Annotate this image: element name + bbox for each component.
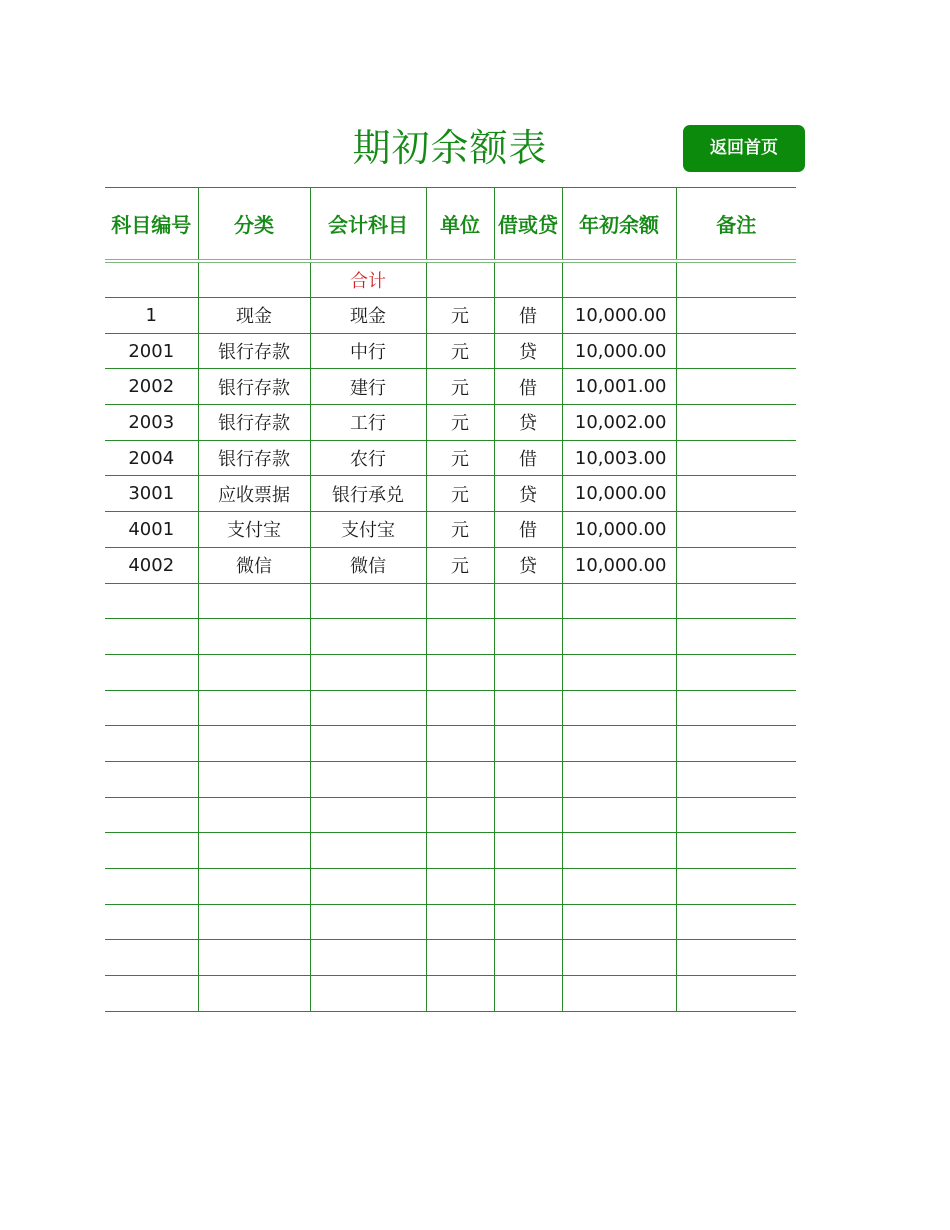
- empty-cell[interactable]: [494, 761, 562, 797]
- empty-cell[interactable]: [676, 869, 796, 905]
- balance-cell[interactable]: 10,000.00: [562, 333, 676, 369]
- empty-cell[interactable]: [562, 869, 676, 905]
- page-title: 期初余额表: [352, 126, 548, 170]
- total-label[interactable]: 合计: [310, 261, 426, 298]
- empty-cell[interactable]: [310, 869, 426, 905]
- category-cell[interactable]: 微信: [198, 547, 310, 583]
- table-row: [105, 547, 796, 583]
- empty-cell[interactable]: [676, 833, 796, 869]
- account-cell[interactable]: 农行: [310, 440, 426, 476]
- account-cell[interactable]: 银行承兑: [310, 476, 426, 512]
- empty-cell[interactable]: [494, 833, 562, 869]
- empty-cell[interactable]: [562, 761, 676, 797]
- empty-cell[interactable]: [310, 726, 426, 762]
- empty-table-row: [105, 690, 796, 726]
- category-cell[interactable]: 现金: [198, 298, 310, 334]
- account-code-cell[interactable]: 4001: [105, 512, 198, 548]
- total-row: [105, 261, 796, 298]
- category-cell[interactable]: 银行存款: [198, 440, 310, 476]
- empty-cell[interactable]: [676, 690, 796, 726]
- unit-cell[interactable]: 元: [426, 547, 494, 583]
- empty-cell[interactable]: [105, 583, 198, 619]
- category-cell[interactable]: 支付宝: [198, 512, 310, 548]
- empty-cell[interactable]: [676, 797, 796, 833]
- total-balance-cell[interactable]: [562, 261, 676, 298]
- unit-cell[interactable]: 元: [426, 405, 494, 441]
- table-cell[interactable]: [494, 261, 562, 298]
- empty-cell[interactable]: [198, 869, 310, 905]
- balance-cell[interactable]: 10,000.00: [562, 512, 676, 548]
- empty-cell[interactable]: [494, 869, 562, 905]
- column-header-debit-credit: 借或贷: [494, 188, 562, 262]
- balance-cell[interactable]: 10,001.00: [562, 369, 676, 405]
- empty-cell[interactable]: [310, 761, 426, 797]
- empty-cell[interactable]: [105, 654, 198, 690]
- empty-cell[interactable]: [198, 833, 310, 869]
- empty-cell[interactable]: [562, 654, 676, 690]
- empty-table-row: [105, 583, 796, 619]
- column-header-unit: 单位: [426, 188, 494, 262]
- return-home-button[interactable]: 返回首页: [683, 125, 805, 172]
- account-code-cell[interactable]: 2001: [105, 333, 198, 369]
- empty-cell[interactable]: [426, 583, 494, 619]
- note-cell[interactable]: [676, 476, 796, 512]
- debit-credit-cell[interactable]: 借: [494, 298, 562, 334]
- empty-cell[interactable]: [198, 940, 310, 976]
- empty-cell[interactable]: [426, 976, 494, 1012]
- empty-cell[interactable]: [676, 726, 796, 762]
- empty-cell[interactable]: [562, 904, 676, 940]
- empty-table-row: [105, 726, 796, 762]
- empty-cell[interactable]: [494, 583, 562, 619]
- empty-cell[interactable]: [562, 833, 676, 869]
- empty-table-row: [105, 869, 796, 905]
- empty-cell[interactable]: [198, 726, 310, 762]
- empty-cell[interactable]: [494, 726, 562, 762]
- column-header-category: 分类: [198, 188, 310, 262]
- account-cell[interactable]: 支付宝: [310, 512, 426, 548]
- empty-cell[interactable]: [676, 904, 796, 940]
- empty-cell[interactable]: [310, 833, 426, 869]
- empty-table-row: [105, 797, 796, 833]
- empty-table-row: [105, 761, 796, 797]
- column-header-opening-balance: 年初余额: [562, 188, 676, 262]
- empty-cell[interactable]: [105, 619, 198, 655]
- empty-cell[interactable]: [676, 583, 796, 619]
- empty-table-row: [105, 619, 796, 655]
- empty-cell[interactable]: [105, 904, 198, 940]
- empty-cell[interactable]: [105, 797, 198, 833]
- column-header-note: 备注: [676, 188, 796, 262]
- table-row: [105, 512, 796, 548]
- table-row: [105, 369, 796, 405]
- empty-cell[interactable]: [494, 976, 562, 1012]
- table-cell[interactable]: [676, 261, 796, 298]
- empty-cell[interactable]: [310, 654, 426, 690]
- empty-table-row: [105, 940, 796, 976]
- unit-cell[interactable]: 元: [426, 440, 494, 476]
- empty-cell[interactable]: [310, 797, 426, 833]
- column-header-account-code: 科目编号: [105, 188, 198, 262]
- opening-balance-table: [105, 187, 796, 1012]
- empty-cell[interactable]: [562, 619, 676, 655]
- empty-cell[interactable]: [426, 690, 494, 726]
- empty-cell[interactable]: [198, 797, 310, 833]
- note-cell[interactable]: [676, 547, 796, 583]
- empty-table-row: [105, 904, 796, 940]
- empty-cell[interactable]: [676, 761, 796, 797]
- balance-cell[interactable]: 10,003.00: [562, 440, 676, 476]
- note-cell[interactable]: [676, 369, 796, 405]
- table-row: [105, 440, 796, 476]
- empty-cell[interactable]: [426, 869, 494, 905]
- empty-cell[interactable]: [562, 690, 676, 726]
- category-cell[interactable]: 应收票据: [198, 476, 310, 512]
- unit-cell[interactable]: 元: [426, 298, 494, 334]
- note-cell[interactable]: [676, 440, 796, 476]
- empty-table-row: [105, 654, 796, 690]
- account-code-cell[interactable]: 3001: [105, 476, 198, 512]
- empty-cell[interactable]: [676, 976, 796, 1012]
- empty-cell[interactable]: [676, 619, 796, 655]
- empty-cell[interactable]: [426, 904, 494, 940]
- debit-credit-cell[interactable]: 借: [494, 440, 562, 476]
- empty-cell[interactable]: [198, 690, 310, 726]
- empty-cell[interactable]: [426, 619, 494, 655]
- empty-cell[interactable]: [562, 726, 676, 762]
- table-row: [105, 405, 796, 441]
- empty-cell[interactable]: [426, 761, 494, 797]
- empty-cell[interactable]: [105, 761, 198, 797]
- empty-cell[interactable]: [105, 833, 198, 869]
- debit-credit-cell[interactable]: 贷: [494, 333, 562, 369]
- empty-cell[interactable]: [105, 869, 198, 905]
- empty-cell[interactable]: [198, 904, 310, 940]
- empty-cell[interactable]: [198, 583, 310, 619]
- unit-cell[interactable]: 元: [426, 512, 494, 548]
- empty-cell[interactable]: [426, 726, 494, 762]
- account-code-cell[interactable]: 2002: [105, 369, 198, 405]
- empty-cell[interactable]: [105, 976, 198, 1012]
- account-code-cell[interactable]: 1: [105, 298, 198, 334]
- category-cell[interactable]: 银行存款: [198, 369, 310, 405]
- account-cell[interactable]: 微信: [310, 547, 426, 583]
- empty-cell[interactable]: [494, 619, 562, 655]
- empty-cell[interactable]: [310, 940, 426, 976]
- empty-cell[interactable]: [562, 940, 676, 976]
- empty-cell[interactable]: [198, 976, 310, 1012]
- balance-cell[interactable]: 10,000.00: [562, 476, 676, 512]
- empty-cell[interactable]: [198, 619, 310, 655]
- note-cell[interactable]: [676, 298, 796, 334]
- empty-cell[interactable]: [562, 797, 676, 833]
- empty-cell[interactable]: [426, 797, 494, 833]
- empty-cell[interactable]: [198, 654, 310, 690]
- debit-credit-cell[interactable]: 贷: [494, 476, 562, 512]
- balance-cell[interactable]: 10,002.00: [562, 405, 676, 441]
- debit-credit-cell[interactable]: 贷: [494, 405, 562, 441]
- account-cell[interactable]: 建行: [310, 369, 426, 405]
- table-row: [105, 476, 796, 512]
- empty-table-row: [105, 833, 796, 869]
- empty-cell[interactable]: [494, 940, 562, 976]
- table-cell[interactable]: [105, 261, 198, 298]
- account-cell[interactable]: 现金: [310, 298, 426, 334]
- empty-cell[interactable]: [198, 761, 310, 797]
- empty-cell[interactable]: [310, 690, 426, 726]
- empty-cell[interactable]: [676, 940, 796, 976]
- empty-cell[interactable]: [562, 976, 676, 1012]
- category-cell[interactable]: 银行存款: [198, 405, 310, 441]
- balance-cell[interactable]: 10,000.00: [562, 547, 676, 583]
- category-cell[interactable]: 银行存款: [198, 333, 310, 369]
- account-code-cell[interactable]: 2004: [105, 440, 198, 476]
- account-cell[interactable]: 工行: [310, 405, 426, 441]
- table-row: [105, 333, 796, 369]
- table-row: [105, 298, 796, 334]
- empty-cell[interactable]: [494, 654, 562, 690]
- column-header-account: 会计科目: [310, 188, 426, 262]
- empty-cell[interactable]: [105, 726, 198, 762]
- unit-cell[interactable]: 元: [426, 476, 494, 512]
- empty-cell[interactable]: [676, 654, 796, 690]
- empty-cell[interactable]: [426, 654, 494, 690]
- empty-cell[interactable]: [310, 619, 426, 655]
- unit-cell[interactable]: 元: [426, 333, 494, 369]
- account-code-cell[interactable]: 4002: [105, 547, 198, 583]
- empty-cell[interactable]: [494, 690, 562, 726]
- debit-credit-cell[interactable]: 借: [494, 512, 562, 548]
- empty-cell[interactable]: [494, 904, 562, 940]
- debit-credit-cell[interactable]: 借: [494, 369, 562, 405]
- debit-credit-cell[interactable]: 贷: [494, 547, 562, 583]
- empty-cell[interactable]: [426, 940, 494, 976]
- empty-cell[interactable]: [310, 583, 426, 619]
- empty-cell[interactable]: [310, 976, 426, 1012]
- empty-cell[interactable]: [426, 833, 494, 869]
- empty-cell[interactable]: [310, 904, 426, 940]
- account-code-cell[interactable]: 2003: [105, 405, 198, 441]
- note-cell[interactable]: [676, 512, 796, 548]
- empty-cell[interactable]: [494, 797, 562, 833]
- table-cell[interactable]: [426, 261, 494, 298]
- empty-cell[interactable]: [105, 690, 198, 726]
- unit-cell[interactable]: 元: [426, 369, 494, 405]
- note-cell[interactable]: [676, 333, 796, 369]
- table-header-row: [105, 188, 796, 262]
- balance-cell[interactable]: 10,000.00: [562, 298, 676, 334]
- note-cell[interactable]: [676, 405, 796, 441]
- table-cell[interactable]: [198, 261, 310, 298]
- empty-table-row: [105, 976, 796, 1012]
- account-cell[interactable]: 中行: [310, 333, 426, 369]
- empty-cell[interactable]: [105, 940, 198, 976]
- empty-cell[interactable]: [562, 583, 676, 619]
